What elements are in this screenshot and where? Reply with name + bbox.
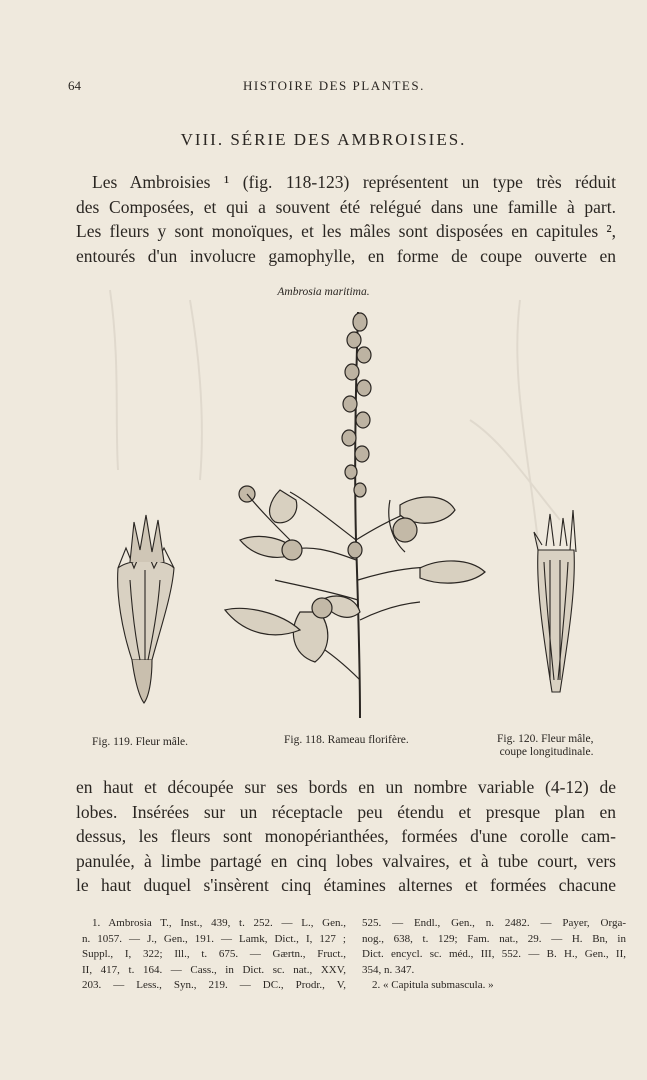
flowering-branch-illustration xyxy=(225,312,485,718)
text-line: panulée, à limbe partagé en cinq lobes valvaires, et à tube court, vers xyxy=(76,850,616,871)
footnotes-left-column xyxy=(82,916,346,994)
botanical-plate xyxy=(60,300,620,730)
text-line: le haut duquel s'insèrent cinq étamines alternes et formées chacune xyxy=(76,875,616,895)
text-line: lobes. Insérées sur un réceptacle peu étendu et presque plan en xyxy=(76,801,616,822)
footnotes-right-column xyxy=(362,916,626,994)
footnote-line: n. 1057. — J., Gen., 191. — Lamk, Dict., I, 127 ; xyxy=(82,932,346,945)
footnote-line: nog., 638, t. 129; Fam. nat., 29. — H. Bn, in xyxy=(362,932,626,945)
text-line: entourés d'un involucre gamophylle, en forme de coupe ouverte en xyxy=(76,245,616,266)
footnote-line: 525. — Endl., Gen., n. 2482. — Payer, Orga- xyxy=(362,917,626,929)
section-title: VIII. SÉRIE DES AMBROISIES. xyxy=(180,130,467,149)
paragraph-description xyxy=(76,775,616,898)
footnote-line: II, 417, t. 164. — Cass., in Dict. sc. nat., XXV, xyxy=(82,963,346,976)
running-head xyxy=(68,78,628,96)
male-flower-illustration xyxy=(118,515,174,703)
caption-fig-120-line: coupe longitudinale. xyxy=(499,746,594,758)
footnote-line: Dict. encycl. sc. méd., III, 552. — B. H., Gen., II, xyxy=(362,948,626,960)
caption-fig-118: Fig. 118. Rameau florifère. xyxy=(284,734,409,746)
caption-fig-119: Fig. 119. Fleur mâle. xyxy=(92,736,189,748)
footnote-line: 354, n. 347. xyxy=(362,963,415,976)
caption-fig-120-line: Fig. 120. Fleur mâle, xyxy=(497,733,594,745)
footnote-line: 203. — Less., Syn., 219. — DC., Prodr., V, xyxy=(82,979,346,991)
caption-fig-120 xyxy=(497,733,593,759)
footnote-line: Suppl., I, 322; Ill., t. 675. — Gærtn., Fruct., xyxy=(82,948,346,960)
text-line: des Composées, et qui a souvent été relégué dans une famille à part. xyxy=(76,196,616,217)
flower-section-illustration xyxy=(534,510,576,692)
text-line: en haut et découpée sur ses bords en un nombre variable (4-12) de xyxy=(76,777,616,797)
footnote-line: 2. « Capitula submascula. » xyxy=(372,979,494,991)
text-line: dessus, les fleurs sont monopérianthées, formées d'une corolle cam- xyxy=(76,826,616,846)
footnote-line: 1. Ambrosia T., Inst., 439, t. 252. — L., Gen., xyxy=(92,917,346,929)
paragraph-intro xyxy=(76,170,616,268)
text-line: Les fleurs y sont monoïques, et les mâles sont disposées en capitules ², xyxy=(76,221,616,241)
text-line: Les Ambroisies ¹ (fig. 118-123) représentent un type très réduit xyxy=(92,172,616,192)
running-title: HISTOIRE DES PLANTES. xyxy=(243,78,425,93)
page-number: 64 xyxy=(68,78,81,93)
figure-species-name: Ambrosia maritima. xyxy=(277,286,370,298)
